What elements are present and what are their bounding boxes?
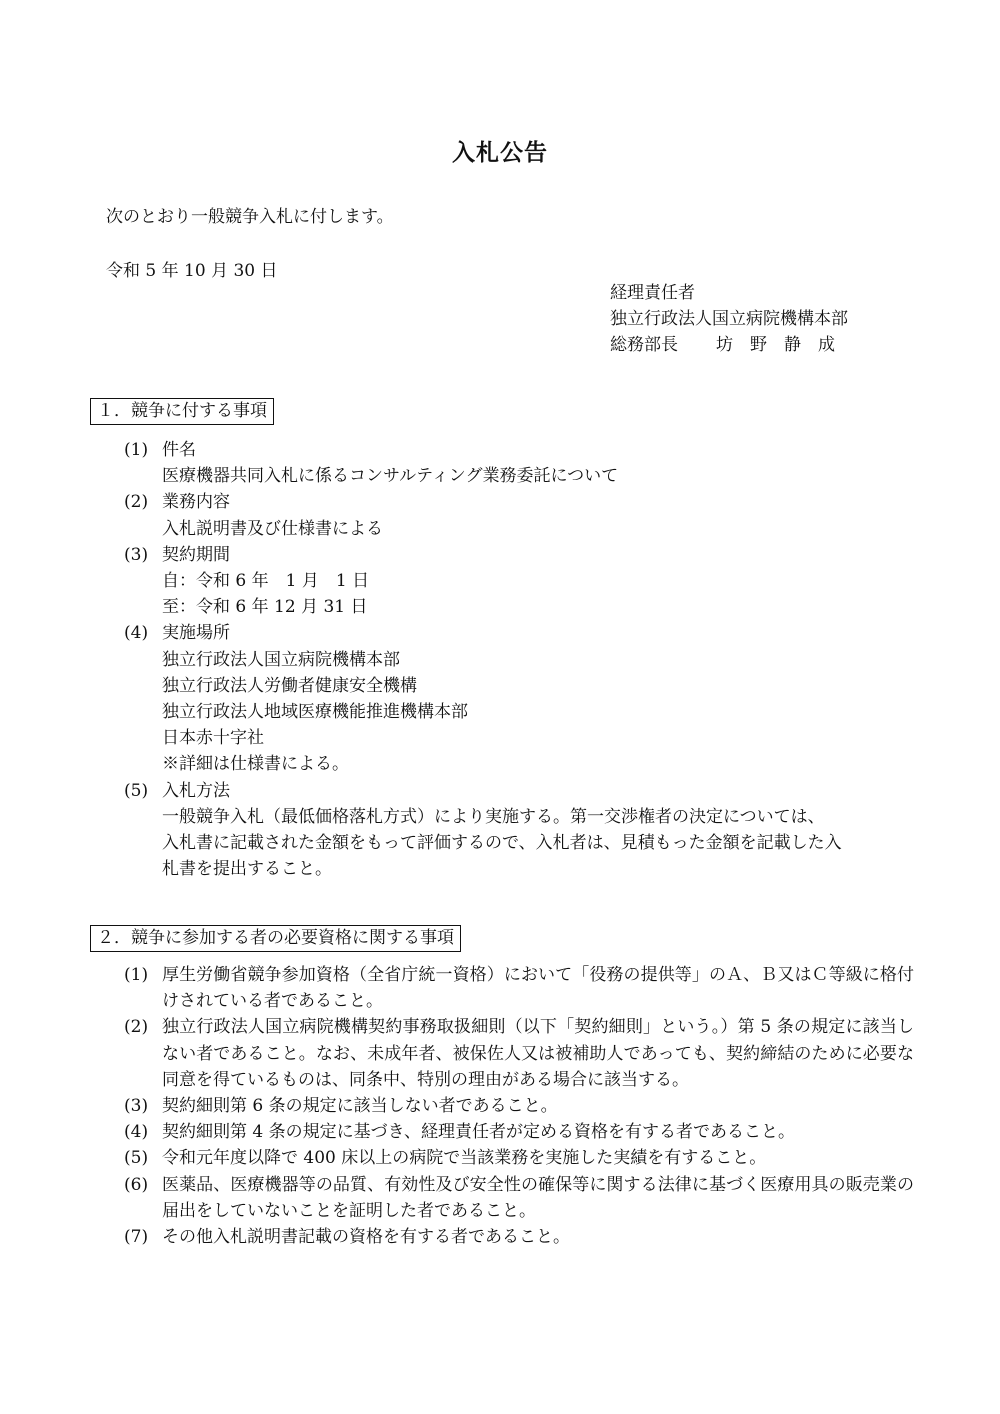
signatory-name: 坊 野 静 成 — [716, 335, 835, 355]
item-line: 日本赤十字社 — [162, 728, 264, 749]
section2-list — [124, 962, 914, 1250]
item-number: (3) — [124, 544, 149, 565]
section1-item — [124, 437, 914, 489]
section1-heading: １．競争に付する事項 — [90, 398, 274, 425]
item-number: (1) — [124, 965, 149, 985]
item-text: 契約細則第 6 条の規定に該当しない者であること。 — [162, 1096, 558, 1117]
section1-item — [124, 542, 914, 621]
item-number: (4) — [124, 623, 149, 644]
section1-item — [124, 620, 914, 777]
item-text: 厚生労働省競争参加資格（全省庁統一資格）において「役務の提供等」のＡ、Ｂ又はＣ等級に格付けされている者であること。 — [162, 965, 914, 1012]
item-text: 令和元年度以降で 400 床以上の病院で当該業務を実施した実績を有すること。 — [162, 1148, 767, 1169]
signatory-role: 経理責任者 — [610, 283, 695, 303]
item-line: 独立行政法人地域医療機能推進機構本部 — [162, 702, 468, 723]
item-number: (6) — [124, 1174, 149, 1195]
section2-item — [124, 1145, 914, 1171]
item-line: 独立行政法人労働者健康安全機構 — [162, 675, 417, 696]
section2-heading: ２．競争に参加する者の必要資格に関する事項 — [90, 925, 461, 952]
item-label: 契約期間 — [162, 544, 230, 565]
document-title: 入札公告 — [452, 140, 548, 166]
section2-item — [124, 1093, 914, 1119]
item-text: 独立行政法人国立病院機構契約事務取扱細則（以下「契約細則」という。）第 5 条の規定に該当しない者であること。なお、未成年者、被保佐人又は被補助人であっても、契約締結のために必要な同意を得ているものは、同条中、特別の理由がある場合に該当する。 — [162, 1017, 914, 1090]
section1-item — [124, 778, 914, 883]
section2-item — [124, 1014, 914, 1093]
item-line: 医療機器共同入札に係るコンサルティング業務委託について — [162, 466, 619, 487]
item-number: (3) — [124, 1096, 149, 1117]
signatory-position: 総務部長 — [610, 335, 678, 355]
item-line: ※詳細は仕様書による。 — [162, 754, 349, 775]
item-number: (5) — [124, 1148, 149, 1169]
section1-item — [124, 489, 914, 541]
item-line: 入札説明書及び仕様書による — [162, 518, 383, 539]
item-number: (4) — [124, 1122, 149, 1143]
item-label: 業務内容 — [162, 492, 230, 513]
section2-item — [124, 1172, 914, 1224]
item-line: 一般競争入札（最低価格落札方式）により実施する。第一交渉権者の決定については、 — [162, 806, 825, 827]
section2-item — [124, 962, 914, 1014]
notice-date: 令和 5 年 10 月 30 日 — [106, 261, 278, 281]
section2-item — [124, 1119, 914, 1145]
signatory-line — [610, 332, 835, 358]
item-line: 独立行政法人国立病院機構本部 — [162, 649, 400, 670]
section1-list — [124, 437, 914, 882]
item-line: 入札書に記載された金額をもって評価するので、入札者は、見積もった金額を記載した入 — [162, 833, 842, 854]
item-number: (5) — [124, 780, 149, 801]
item-text: 契約細則第 4 条の規定に基づき、経理責任者が定める資格を有する者であること。 — [162, 1122, 795, 1143]
item-label: 実施場所 — [162, 623, 230, 644]
section2-item — [124, 1224, 914, 1250]
item-number: (2) — [124, 1017, 149, 1038]
signatory-org: 独立行政法人国立病院機構本部 — [610, 309, 848, 329]
item-line: 至：令和 6 年 12 月 31 日 — [162, 597, 368, 618]
item-line: 自：令和 6 年 1 月 1 日 — [162, 571, 370, 592]
item-text: 医薬品、医療機器等の品質、有効性及び安全性の確保等に関する法律に基づく医療用具の販売業の届出をしていないことを証明した者であること。 — [162, 1174, 914, 1221]
item-number: (7) — [124, 1227, 149, 1248]
intro-text: 次のとおり一般競争入札に付します。 — [106, 207, 394, 227]
item-number: (1) — [124, 440, 149, 460]
item-label: 入札方法 — [162, 780, 230, 801]
item-text: その他入札説明書記載の資格を有する者であること。 — [162, 1227, 570, 1248]
item-number: (2) — [124, 492, 149, 513]
item-line: 札書を提出すること。 — [162, 859, 332, 880]
item-label: 件名 — [162, 440, 196, 460]
